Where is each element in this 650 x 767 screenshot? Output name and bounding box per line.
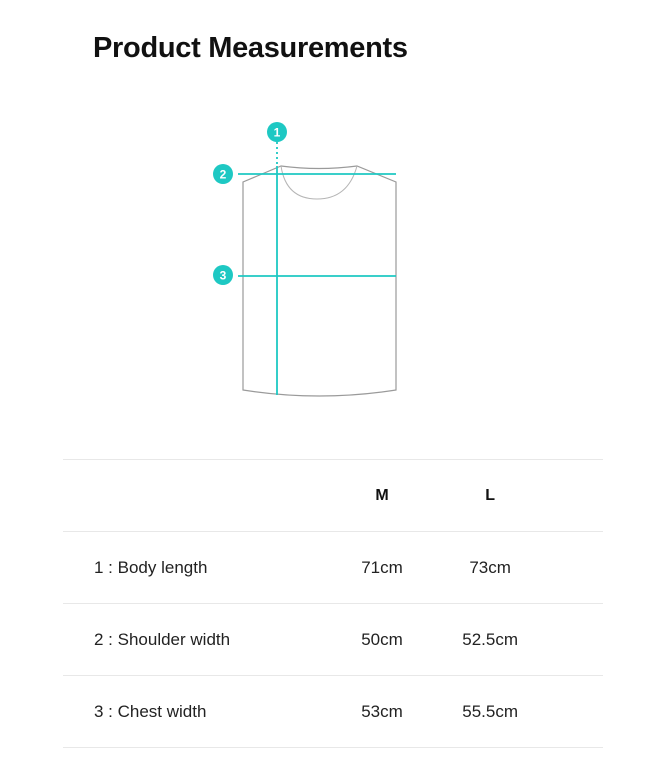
garment-neckline <box>281 166 357 199</box>
svg-text:1: 1 <box>273 125 281 140</box>
size-table <box>63 459 603 748</box>
value-l: 55.5cm <box>436 676 544 748</box>
row-pad <box>544 604 603 676</box>
header-pad-cell <box>544 460 603 532</box>
table-row-body-length <box>63 532 603 604</box>
value-l: 52.5cm <box>436 604 544 676</box>
value-m: 71cm <box>328 532 436 604</box>
header-size-l: L <box>436 460 544 532</box>
header-size-m: M <box>328 460 436 532</box>
header-label-cell <box>63 460 328 532</box>
row-label: 1 : Body length <box>63 532 328 604</box>
value-m: 53cm <box>328 676 436 748</box>
table-row-chest-width <box>63 676 603 748</box>
page-title: Product Measurements <box>93 32 408 64</box>
marker-3 <box>213 265 233 285</box>
row-pad <box>544 676 603 748</box>
marker-1 <box>267 122 287 142</box>
table-header-row <box>63 460 603 532</box>
row-label: 3 : Chest width <box>63 676 328 748</box>
marker-2 <box>213 164 233 184</box>
svg-text:2: 2 <box>219 167 227 182</box>
value-l: 73cm <box>436 532 544 604</box>
svg-text:3: 3 <box>219 268 227 283</box>
table-row-shoulder-width <box>63 604 603 676</box>
value-m: 50cm <box>328 604 436 676</box>
row-pad <box>544 532 603 604</box>
row-label: 2 : Shoulder width <box>63 604 328 676</box>
garment-outline <box>243 166 396 396</box>
